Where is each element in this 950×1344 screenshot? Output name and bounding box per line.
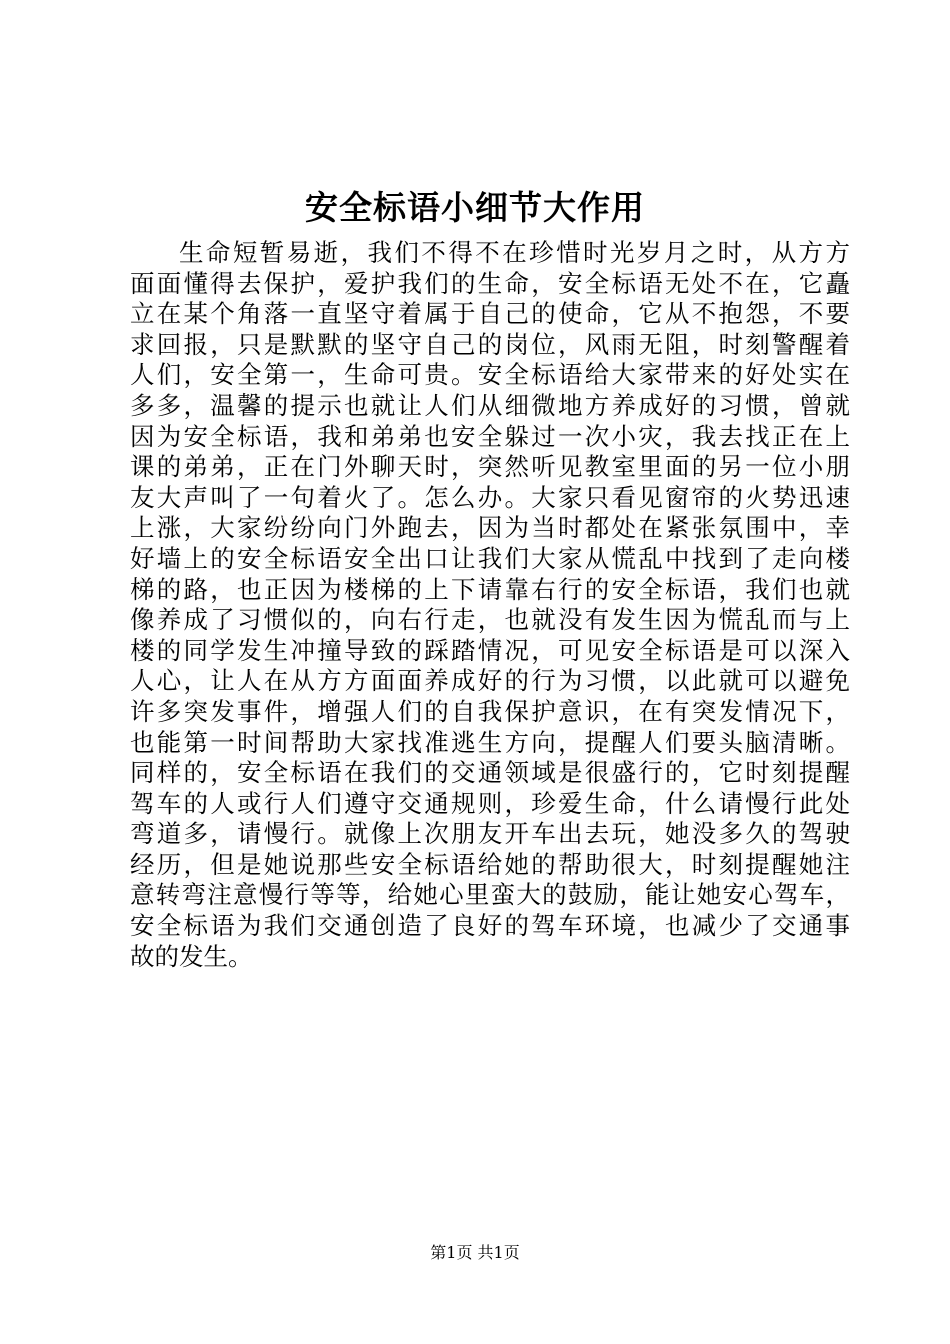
document-title: 安全标语小细节大作用 (305, 188, 645, 227)
body-line: 像养成了习惯似的，向右行走，也就没有发生因为慌乱而与上 (130, 605, 850, 635)
body-line: 经历，但是她说那些安全标语给她的帮助很大，时刻提醒她注 (130, 849, 850, 879)
body-line: 立在某个角落一直坚守着属于自己的使命，它从不抱怨，不要 (130, 299, 850, 329)
body-line: 面面懂得去保护，爱护我们的生命，安全标语无处不在，它矗 (130, 268, 850, 298)
body-line: 梯的路，也正因为楼梯的上下请靠右行的安全标语，我们也就 (130, 574, 850, 604)
body-line: 意转弯注意慢行等等，给她心里蛮大的鼓励，能让她安心驾车， (130, 880, 850, 910)
body-line: 多多，温馨的提示也就让人们从细微地方养成好的习惯，曾就 (130, 390, 850, 420)
body-line: 好墙上的安全标语安全出口让我们大家从慌乱中找到了走向楼 (130, 543, 850, 573)
body-line: 弯道多，请慢行。就像上次朋友开车出去玩，她没多久的驾驶 (130, 819, 850, 849)
body-line: 安全标语为我们交通创造了良好的驾车环境，也减少了交通事 (130, 911, 850, 941)
body-line: 同样的，安全标语在我们的交通领域是很盛行的，它时刻提醒 (130, 758, 850, 788)
page-number-footer: 第1页 共1页 (430, 1243, 520, 1262)
body-line: 生命短暂易逝，我们不得不在珍惜时光岁月之时，从方方 (179, 238, 850, 267)
body-line: 人心，让人在从方方面面养成好的行为习惯，以此就可以避免 (130, 666, 850, 696)
body-line: 因为安全标语，我和弟弟也安全躲过一次小灾，我去找正在上 (130, 421, 850, 451)
body-line: 也能第一时间帮助大家找准逃生方向，提醒人们要头脑清晰。 (130, 727, 850, 757)
body-line: 故的发生。 (130, 941, 253, 971)
body-line: 友大声叫了一句着火了。怎么办。大家只看见窗帘的火势迅速 (130, 482, 850, 512)
body-line: 课的弟弟，正在门外聊天时，突然听见教室里面的另一位小朋 (130, 452, 850, 482)
body-line: 上涨，大家纷纷向门外跑去，因为当时都处在紧张氛围中，幸 (130, 513, 850, 543)
body-line: 许多突发事件，增强人们的自我保护意识，在有突发情况下， (130, 696, 850, 726)
body-line: 求回报，只是默默的坚守自己的岗位，风雨无阻，时刻警醒着 (130, 329, 850, 359)
document-body (130, 238, 850, 972)
body-line: 驾车的人或行人们遵守交通规则，珍爱生命，什么请慢行此处 (130, 788, 850, 818)
body-line: 楼的同学发生冲撞导致的踩踏情况，可见安全标语是可以深入 (130, 635, 850, 665)
body-line: 人们，安全第一，生命可贵。安全标语给大家带来的好处实在 (130, 360, 850, 390)
